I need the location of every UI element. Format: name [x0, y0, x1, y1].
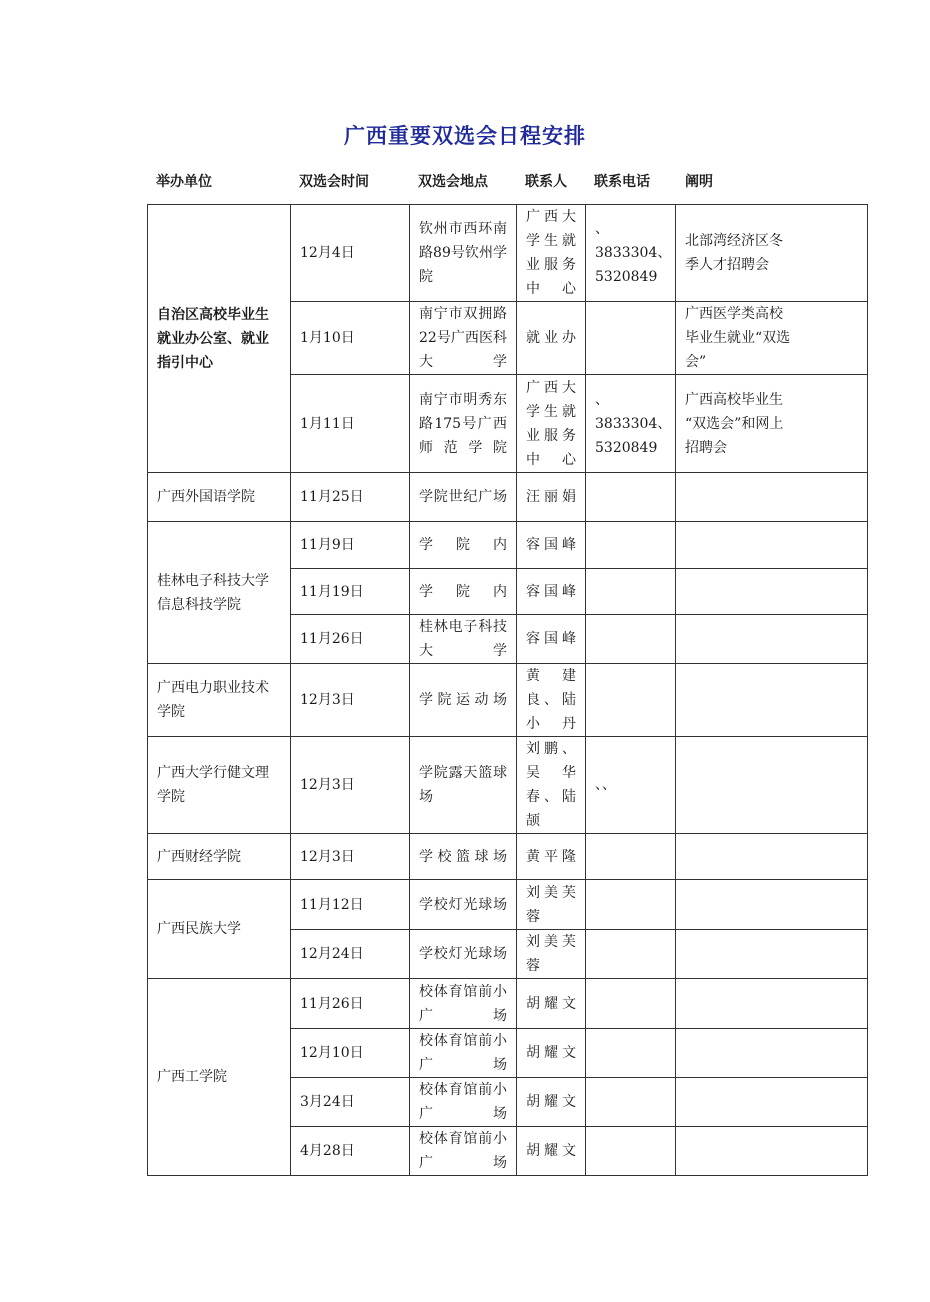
cell-time: 12月10日: [291, 1029, 410, 1078]
cell-contact: 胡耀文: [517, 979, 586, 1029]
table-row: [148, 979, 868, 1029]
table-row: [148, 737, 868, 834]
cell-time: 11月26日: [291, 615, 410, 664]
cell-time: 12月3日: [291, 737, 410, 834]
header-place: 双选会地点: [418, 174, 488, 190]
cell-contact: 刘美芙蓉: [517, 880, 586, 930]
cell-note: [676, 375, 868, 473]
cell-time: 3月24日: [291, 1078, 410, 1127]
cell-note: [676, 522, 868, 569]
table-row: [148, 522, 868, 569]
cell-unit: 广西工学院: [148, 979, 291, 1176]
cell-time: 12月3日: [291, 664, 410, 737]
cell-place: 学校灯光球场: [410, 930, 517, 979]
cell-note: [676, 1127, 868, 1176]
cell-note: [676, 834, 868, 880]
cell-contact: 黄平隆: [517, 834, 586, 880]
cell-time: 1月10日: [291, 302, 410, 375]
page-title: 广西重要双选会日程安排: [344, 124, 586, 148]
cell-time: 11月12日: [291, 880, 410, 930]
cell-phone: [586, 302, 676, 375]
table-row: [148, 473, 868, 522]
cell-contact: 容国峰: [517, 522, 586, 569]
cell-contact: 就业办: [517, 302, 586, 375]
cell-contact: 容国峰: [517, 615, 586, 664]
cell-place: 南宁市明秀东路175号广西师范学院: [410, 375, 517, 473]
cell-time: 1月11日: [291, 375, 410, 473]
table-row: [148, 664, 868, 737]
cell-contact: 胡耀文: [517, 1029, 586, 1078]
cell-place: 校体育馆前小广场: [410, 1029, 517, 1078]
header-phone: 联系电话: [594, 174, 650, 190]
cell-time: 12月24日: [291, 930, 410, 979]
cell-place: 南宁市双拥路22号广西医科大学: [410, 302, 517, 375]
cell-contact: 容国峰: [517, 569, 586, 615]
cell-contact: 胡耀文: [517, 1127, 586, 1176]
note-line: 广西医学类高校: [685, 306, 783, 322]
header-note: 阐明: [685, 174, 713, 190]
cell-contact: 刘美芙蓉: [517, 930, 586, 979]
cell-unit: 广西大学行健文理学院: [148, 737, 291, 834]
cell-contact: 黄建良、陆小丹: [517, 664, 586, 737]
cell-place: 学院露天篮球场: [410, 737, 517, 834]
cell-time: 11月19日: [291, 569, 410, 615]
cell-contact: 广西大学生就业服务中心: [517, 375, 586, 473]
cell-phone: 、3833304、5320849: [586, 375, 676, 473]
cell-place: 学院运动场: [410, 664, 517, 737]
cell-phone: [586, 615, 676, 664]
note-line: 招聘会: [685, 439, 727, 456]
cell-phone: [586, 880, 676, 930]
cell-phone: [586, 1029, 676, 1078]
cell-phone: [586, 979, 676, 1029]
cell-unit: 桂林电子科技大学信息科技学院: [148, 522, 291, 664]
schedule-table: [147, 204, 868, 1176]
note-line: 会”: [685, 354, 707, 370]
cell-note: [676, 664, 868, 737]
cell-note: [676, 930, 868, 979]
note-line: 毕业生就业“双选: [685, 330, 791, 346]
table-row: [148, 834, 868, 880]
header-contact: 联系人: [525, 174, 567, 190]
cell-place: 校体育馆前小广场: [410, 979, 517, 1029]
cell-unit: 自治区高校毕业生就业办公室、就业指引中心: [148, 205, 291, 473]
cell-unit: 广西财经学院: [148, 834, 291, 880]
cell-phone: [586, 473, 676, 522]
cell-place: 学校篮球场: [410, 834, 517, 880]
cell-note: [676, 569, 868, 615]
cell-note: [676, 302, 868, 375]
cell-place: 校体育馆前小广场: [410, 1078, 517, 1127]
cell-place: 桂林电子科技大学: [410, 615, 517, 664]
cell-contact: 汪丽娟: [517, 473, 586, 522]
header-time: 双选会时间: [299, 174, 369, 190]
cell-unit: 广西外国语学院: [148, 473, 291, 522]
cell-phone: [586, 522, 676, 569]
cell-phone: [586, 569, 676, 615]
cell-time: 11月25日: [291, 473, 410, 522]
cell-unit: 广西民族大学: [148, 880, 291, 979]
cell-phone: [586, 930, 676, 979]
cell-note: [676, 615, 868, 664]
cell-phone: [586, 1127, 676, 1176]
note-line: 季人才招聘会: [685, 257, 769, 273]
cell-note: [676, 737, 868, 834]
cell-phone: 、、: [586, 737, 676, 834]
cell-unit: 广西电力职业技术学院: [148, 664, 291, 737]
note-line: 北部湾经济区冬: [685, 233, 783, 249]
cell-place: 校体育馆前小广场: [410, 1127, 517, 1176]
cell-time: 11月9日: [291, 522, 410, 569]
cell-note: [676, 205, 868, 302]
cell-contact: 广西大学生就业服务中心: [517, 205, 586, 302]
cell-contact: 刘鹏、吴华春、陆颉: [517, 737, 586, 834]
cell-place: 钦州市西环南路89号钦州学院: [410, 205, 517, 302]
cell-time: 12月4日: [291, 205, 410, 302]
cell-place: 学校灯光球场: [410, 880, 517, 930]
cell-contact: 胡耀文: [517, 1078, 586, 1127]
cell-note: [676, 1029, 868, 1078]
cell-phone: 、3833304、5320849: [586, 205, 676, 302]
schedule-table-viewport: [147, 204, 800, 1171]
cell-time: 4月28日: [291, 1127, 410, 1176]
note-line: “双选会”和网上: [685, 415, 784, 432]
cell-note: [676, 473, 868, 522]
cell-place: 学院内: [410, 522, 517, 569]
cell-time: 12月3日: [291, 834, 410, 880]
cell-place: 学院内: [410, 569, 517, 615]
cell-note: [676, 1078, 868, 1127]
cell-phone: [586, 834, 676, 880]
cell-note: [676, 880, 868, 930]
header-unit: 举办单位: [156, 174, 212, 190]
cell-note: [676, 979, 868, 1029]
cell-time: 11月26日: [291, 979, 410, 1029]
table-row: [148, 205, 868, 302]
note-line: 广西高校毕业生: [685, 391, 783, 408]
cell-place: 学院世纪广场: [410, 473, 517, 522]
cell-phone: [586, 1078, 676, 1127]
cell-phone: [586, 664, 676, 737]
table-row: [148, 880, 868, 930]
